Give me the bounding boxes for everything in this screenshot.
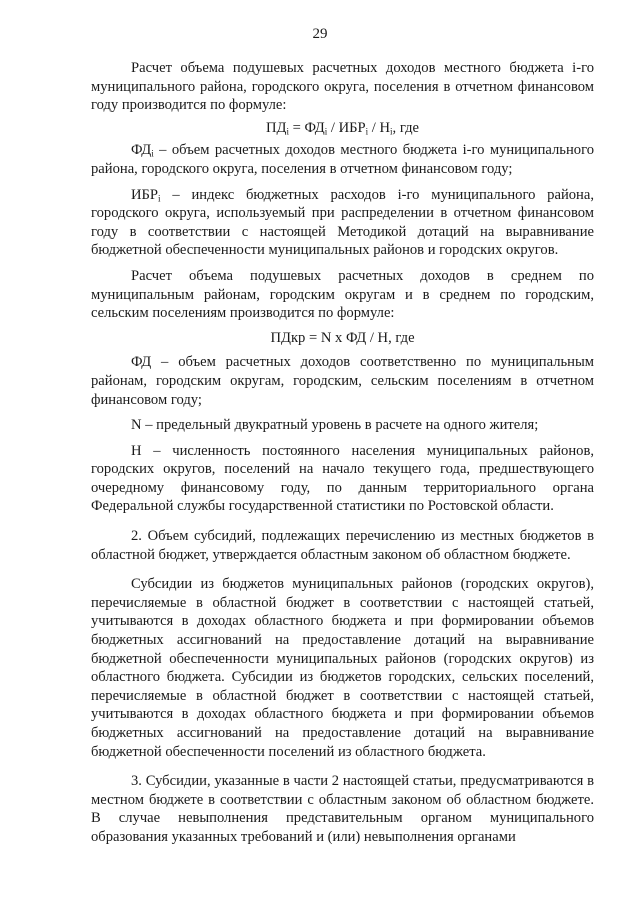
page-number: 29 [312, 26, 328, 42]
formula-term: , где [392, 119, 420, 136]
term-lead: ИБР [131, 186, 159, 203]
term-lead: ФД [131, 142, 152, 159]
formula-term: / ИБР [327, 119, 366, 136]
formula-subscript: i [324, 126, 328, 137]
formula-term: ПД [265, 119, 287, 136]
formula-subscript: i [390, 126, 393, 137]
document-body [91, 59, 594, 847]
paragraph-subsidy-volume: 2. Объем субсидий, подлежащих перечислению из местных бюджетов в областной бюджет, утверждается областным законом об областном бюджете. [91, 528, 594, 563]
paragraph-subsidy-accounting: Субсидии из бюджетов муниципальных районов (городских округов), перечисляемые в областной бюджет в соответствии с настоящей статьей, учитываются в доходах областного бюджета и при формировании объемов бюджетных ассигнований на предоставление дотаций на выравнивание бюджетной обеспеченности муниципальных районов (городских округов) из областного бюджета. Субсидии из бюджетов городских, сельских поселений, перечисляемые в областной бюджет в соответствии с настоящей статьей, учитываются в доходах областного бюджета и при формировании объемов бюджетных ассигнований на предоставление дотаций на выравнивание бюджетной обеспеченности поселений из областного бюджета. [91, 576, 594, 760]
paragraph-fd-total-definition: ФД – объем расчетных доходов соответственно по муниципальным районам, городским округам, городским, сельским поселениям в отчетном финансовом году; [91, 354, 594, 408]
term-definition: – индекс бюджетных расходов i-го муниципального района, городского округа, используемый при распределении в отчетном финансовом году в соответствии с настоящей Методикой дотаций на выравнивание бюджетной обеспеченности муниципальных районов и городских округов. [91, 186, 594, 259]
paragraph-population-definition: Н – численность постоянного населения муниципальных районов, городских округов, поселений на начало текущего года, предшествующего очередному финансовому году, по данным территориального органа Федеральной службы государственной статистики по Ростовской области. [91, 442, 594, 515]
paragraph-intro-formula: Расчет объема подушевых расчетных доходов местного бюджета i-го муниципального района, городского округа, поселения в отчетном финансовом году производится по формуле: [91, 60, 594, 114]
paragraph-ibr-definition [91, 186, 594, 260]
formula-average-income: ПДкр = N x ФД / Н, где [270, 329, 415, 346]
paragraph-fd-definition [91, 141, 594, 178]
term-definition: – объем расчетных доходов местного бюджета i-го муниципального района, городского округа, поселения в отчетном финансовом году; [91, 142, 594, 177]
formula-subscript: i [286, 126, 289, 137]
term-subscript: i [151, 148, 154, 159]
formula-per-capita-income [91, 119, 594, 138]
term-subscript: i [158, 192, 161, 203]
formula-subscript: i [365, 126, 369, 137]
paragraph-n-definition: N – предельный двукратный уровень в расчете на одного жителя; [131, 417, 539, 434]
formula-term: / Н [368, 119, 391, 136]
paragraph-subsidy-local-budget: 3. Субсидии, указанные в части 2 настоящей статьи, предусматриваются в местном бюджете в соответствии с областным законом об областном бюджете. В случае невыполнения представительным органом муниципального образования указанных требований и (или) невыполнения органами [91, 773, 594, 845]
formula-term: = ФД [288, 119, 325, 136]
paragraph-average-formula-intro: Расчет объема подушевых расчетных доходов в среднем по муниципальным районам, городским округам и в среднем по городским, сельским поселениям производится по формуле: [91, 267, 594, 322]
